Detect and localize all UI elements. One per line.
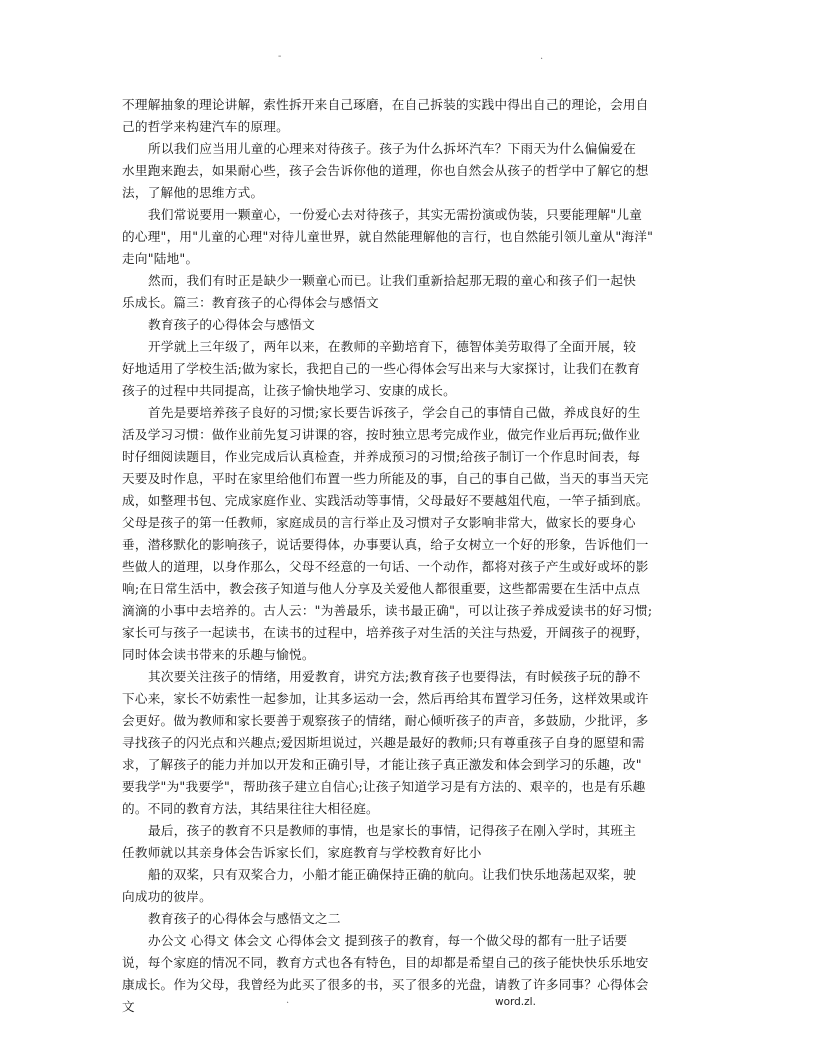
text-line: 成，如整理书包、完成家庭作业、实践活动等事情，父母最好不要越俎代庖，一竿子插到底。 xyxy=(122,493,649,508)
text-line: 活及学习习惯：做作业前先复习讲课的容，按时独立思考完成作业，做完作业后再玩;做作业 xyxy=(122,427,641,442)
text-line: 寻找孩子的闪光点和兴趣点;爱因斯坦说过，兴趣是最好的教师;只有尊重孩子自身的愿望和需 xyxy=(122,735,645,750)
text-line: 向成功的彼岸。 xyxy=(122,889,212,904)
text-line: 父母是孩子的第一任教师，家庭成员的言行举止及习惯对子女影响非常大，做家长的要身心 xyxy=(122,515,636,530)
text-line: 船的双桨，只有双桨合力，小船才能正确保持正确的航向。让我们快乐地荡起双桨，驶 xyxy=(148,867,637,882)
section-heading: 教育孩子的心得体会与感悟文之二 xyxy=(148,911,341,926)
text-line: 家长可与孩子一起读书，在读书的过程中，培养孩子对生活的关注与热爱，开阔孩子的视野， xyxy=(122,625,649,640)
text-line: 好地适用了学校生活;做为家长，我把自己的一些心得体会写出来与大家探讨，让我们在教育 xyxy=(122,361,641,376)
text-line: 响;在日常生活中，教会孩子知道与他人分享及关爱他人都很重要，这些都需要在生活中点点 xyxy=(122,581,641,596)
text-line: 所以我们应当用儿童的心理来对待孩子。孩子为什么拆坏汽车？下雨天为什么偏偏爱在 xyxy=(148,141,637,156)
text-line: 孩子的过程中共同提高，让孩子愉快地学习、安康的成长。 xyxy=(122,383,456,398)
text-line: 下心来，家长不妨索性一起参加，让其多运动一会，然后再给其布置学习任务，这样效果或许 xyxy=(122,691,649,706)
text-line: 任教师就以其亲身体会告诉家长们，家庭教育与学校教育好比小 xyxy=(122,845,482,860)
text-line: 康成长。作为父母，我曾经为此买了很多的书，买了很多的光盘，请教了许多同事？心得体会 xyxy=(122,977,649,992)
text-line: 乐成长。篇三：教育孩子的心得体会与感悟文 xyxy=(122,295,379,310)
text-line: 首先是要培养孩子良好的习惯;家长要告诉孩子，学会自己的事情自己做，养成良好的生 xyxy=(148,405,641,420)
text-line: 最后，孩子的教育不只是教师的事情，也是家长的事情，记得孩子在刚入学时，其班主 xyxy=(148,823,637,838)
text-line: 滴滴的小事中去培养的。古人云："为善最乐，读书最正确"，可以让孩子养成爱读书的好习惯; xyxy=(122,603,653,618)
text-line: 然而，我们有时正是缺少一颗童心而已。让我们重新拾起那无瑕的童心和孩子们一起快 xyxy=(148,273,637,288)
text-line: 求，了解孩子的能力并加以开发和正确引导，才能让孩子真正激发和体会到学习的乐趣，改" xyxy=(122,757,642,772)
text-line: 己的哲学来构建汽车的原理。 xyxy=(122,119,289,134)
text-line: 些做人的道理，以身作那么，父母不经意的一句话、一个动作，都将对孩子产生或好或坏的影 xyxy=(122,559,649,574)
header-mark-left: - xyxy=(278,51,282,62)
text-line: 其次要关注孩子的情绪，用爱教育，讲究方法;教育孩子也要得法，有时候孩子玩的静不 xyxy=(148,669,641,684)
text-line: 会更好。做为教师和家长要善于观察孩子的情绪，耐心倾听孩子的声音，多鼓励，少批评，多 xyxy=(122,713,649,728)
text-line: 时仔细阅读题目，作业完成后认真检查，并养成预习的习惯;给孩子制订一个作息时间表，每 xyxy=(122,449,641,464)
text-line: 走向"陆地"。 xyxy=(122,251,199,266)
text-line: 文 xyxy=(122,999,135,1014)
text-line: 我们常说要用一颗童心，一份爱心去对待孩子，其实无需扮演或伪装，只要能理解"儿童 xyxy=(148,207,643,222)
text-line: 的。不同的教育方法，其结果往往大相径庭。 xyxy=(122,801,379,816)
text-line: 要我学"为"我要学"，帮助孩子建立自信心;让孩子知道学习是有方法的、艰辛的，也是有乐趣 xyxy=(122,779,646,794)
footer-dot: . xyxy=(286,995,290,1006)
section-heading: 教育孩子的心得体会与感悟文 xyxy=(148,317,315,332)
text-line: 说，每个家庭的情况不同，教育方式也各有特色，目的却都是希望自己的孩子能快快乐乐地安 xyxy=(122,955,649,970)
text-line: 开学就上三年级了，两年以来，在教师的辛勤培育下，德智体美劳取得了全面开展，较 xyxy=(148,339,637,354)
text-line: 不理解抽象的理论讲解，索性拆开来自己琢磨，在自己拆装的实践中得出自己的理论，会用自 xyxy=(122,97,649,112)
text-line: 同时体会读书带来的乐趣与愉悦。 xyxy=(122,647,315,662)
text-line: 垂，潜移默化的影响孩子，说话要得体，办事要认真，给子女树立一个好的形象，告诉他们一 xyxy=(122,537,649,552)
header-mark-right: . xyxy=(540,51,544,62)
text-line: 天要及时作息，平时在家里给他们布置一些力所能及的事，自己的事自己做，当天的事当天完 xyxy=(122,471,649,486)
text-line: 法，了解他的思维方式。 xyxy=(122,185,264,200)
text-line: 水里跑来跑去，如果耐心些，孩子会告诉你他的道理，你也自然会从孩子的哲学中了解它的想 xyxy=(122,163,649,178)
text-line: 的心理"，用"儿童的心理"对待儿童世界，就自然能理解他的言行，也自然能引领儿童从"海洋" xyxy=(122,229,654,244)
footer-text: word.zl. xyxy=(495,996,536,1008)
text-line: 办公文 心得文 体会文 心得体会文 提到孩子的教育，每一个做父母的都有一肚子话要 xyxy=(148,933,628,948)
